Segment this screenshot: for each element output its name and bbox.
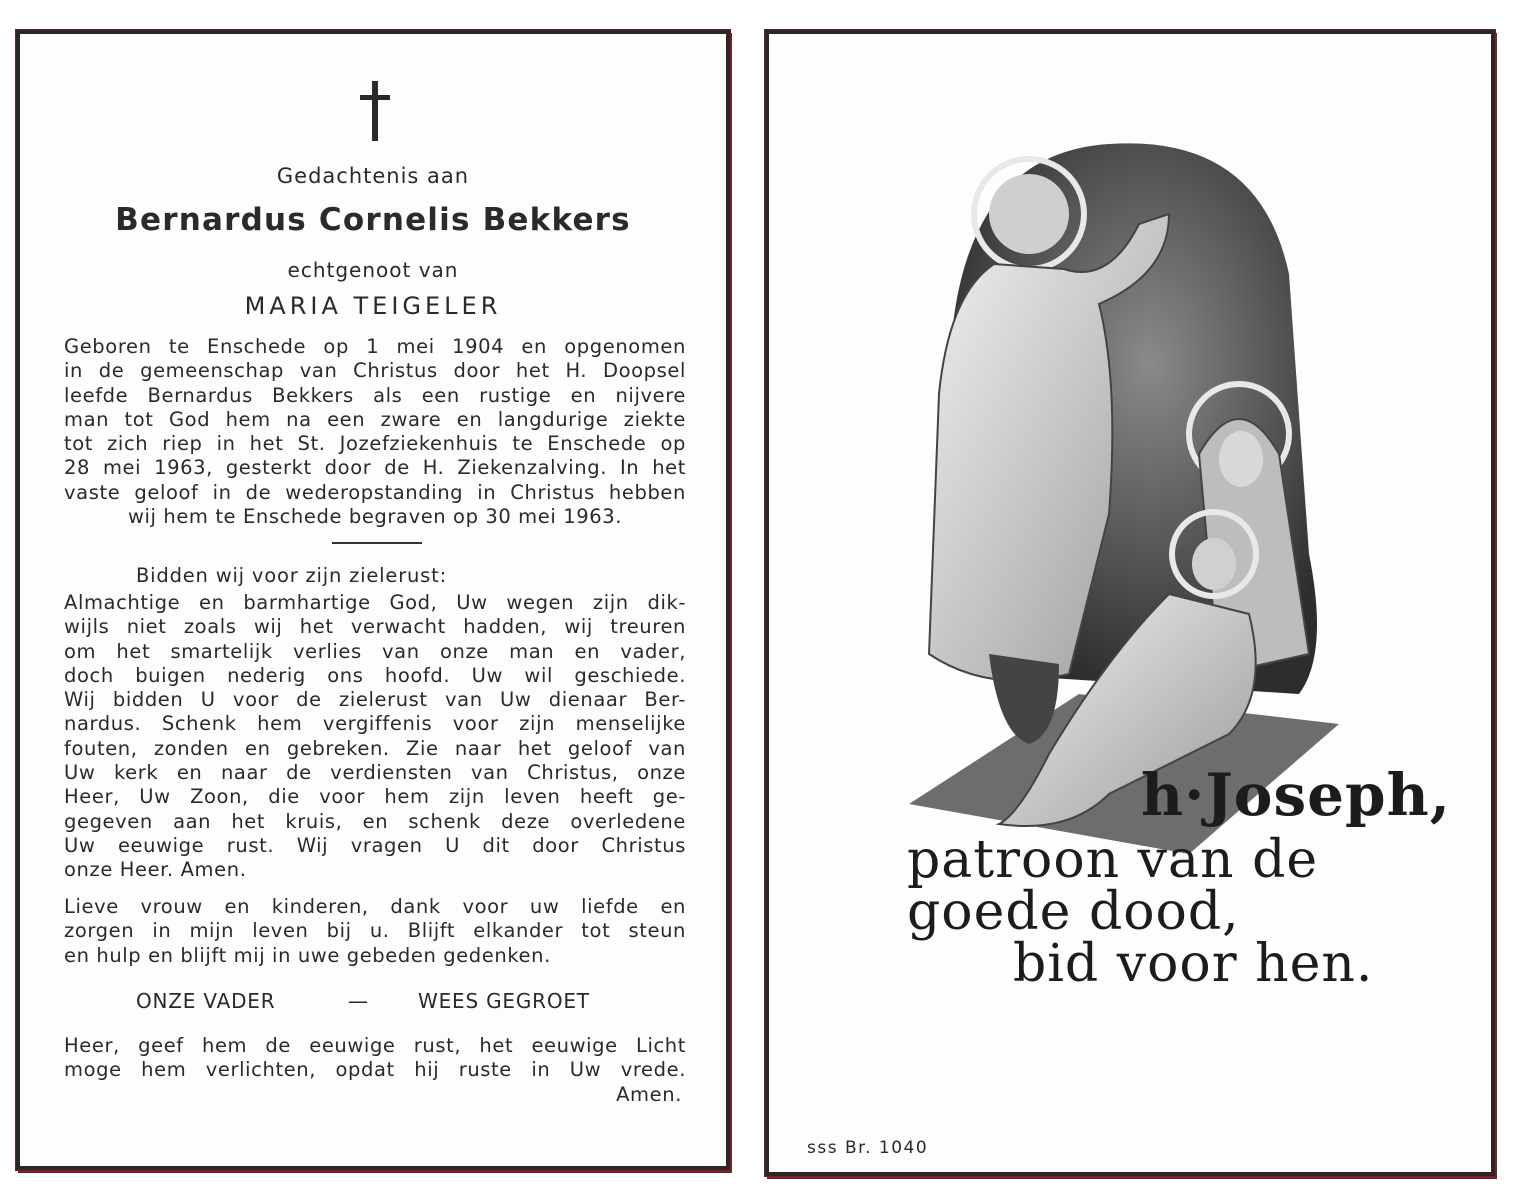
biography-line: man tot God hem na een zware en langdurige ziekte (64, 407, 686, 431)
prayer-line: doch buigen nederig ons hoofd. Uw wil geschiede. (64, 663, 686, 687)
prayer-line: Almachtige en barmhartige God, Uw wegen zijn dik- (64, 591, 686, 614)
prayer-line: Uw kerk en naar de verdiensten van Christus, onze (64, 761, 686, 785)
prayer-paragraph (64, 591, 686, 883)
prayer-hail-mary: WEES GEGROET (418, 989, 590, 1013)
biography-line: leefde Bernardus Bekkers als een rustige en nijvere (64, 383, 686, 407)
memorial-card-image-side (765, 30, 1495, 1176)
biography-line: tot zich riep in het St. Jozefziekenhuis te Enschede op (64, 432, 686, 456)
prayer-line: onze Heer. Amen. (64, 858, 247, 882)
prayer-line: wijls niet zoals wij het verwacht hadden, wij treuren (64, 615, 686, 639)
caption-line: bid voor hen. (1013, 934, 1374, 994)
prayer-line: Heer, Uw Zoon, die voor hem zijn leven heeft ge- (64, 785, 686, 809)
spouse-name: MARIA TEIGELER (244, 292, 502, 320)
family-line: Lieve vrouw en kinderen, dank voor uw liefde en (64, 895, 686, 918)
biography-line: 28 mei 1963, gesterkt door de H. Ziekenzalving. In het (64, 456, 686, 480)
section-divider (332, 542, 422, 544)
caption-line: patroon van de (907, 830, 1319, 890)
saint-joseph-illustration (869, 134, 1439, 854)
biography-line: vaste geloof in de wederopstanding in Christus hebben (64, 480, 686, 504)
biography-line: in de gemeenschap van Christus door het H. Doopsel (64, 359, 686, 383)
deceased-name: Bernardus Cornelis Bekkers (115, 202, 631, 238)
prayer-line: Uw eeuwige rust. Wij vragen U dit door Christus (64, 833, 686, 857)
closing-amen: Amen. (616, 1083, 682, 1106)
prayer-line: gegeven aan het kruis, en schenk deze overledene (64, 809, 686, 833)
biography-line: Geboren te Enschede op 1 mei 1904 en opgenomen (64, 335, 686, 358)
caption-line: goede dood, (907, 882, 1240, 942)
prayer-line: Wij bidden U voor de zielerust van Uw dienaar Ber- (64, 688, 686, 712)
cross-icon (358, 79, 392, 143)
biography-paragraph (64, 335, 686, 529)
caption-saint-name: h·Joseph, (1141, 761, 1451, 829)
family-line: en hulp en blijft mij in uwe gebeden gedenken. (64, 943, 551, 967)
family-paragraph (64, 895, 686, 968)
closing-paragraph (64, 1034, 686, 1083)
closing-line: moge hem verlichten, opdat hij ruste in Uw vrede. (64, 1058, 686, 1082)
prayer-line: om het smartelijk verlies van onze man en vader, (64, 639, 686, 663)
family-line: zorgen in mijn leven bij u. Blijft elkander tot steun (64, 919, 686, 943)
prayer-separator: — (348, 989, 369, 1013)
closing-line: Heer, geef hem de eeuwige rust, het eeuwige Licht (64, 1034, 686, 1057)
memory-of-label: Gedachtenis aan (276, 164, 470, 188)
prayer-our-father: ONZE VADER (136, 989, 276, 1013)
print-code: sss Br. 1040 (807, 1138, 929, 1158)
prayer-line: nardus. Schenk hem vergiffenis voor zijn menselijke (64, 712, 686, 736)
spouse-label: echtgenoot van (287, 258, 459, 282)
prayer-line: fouten, zonden en gebreken. Zie naar het geloof van (64, 736, 686, 760)
prayer-intro: Bidden wij voor zijn zielerust: (136, 564, 447, 587)
memorial-card-text-side (16, 30, 730, 1170)
biography-line: wij hem te Enschede begraven op 30 mei 1963. (127, 505, 623, 529)
